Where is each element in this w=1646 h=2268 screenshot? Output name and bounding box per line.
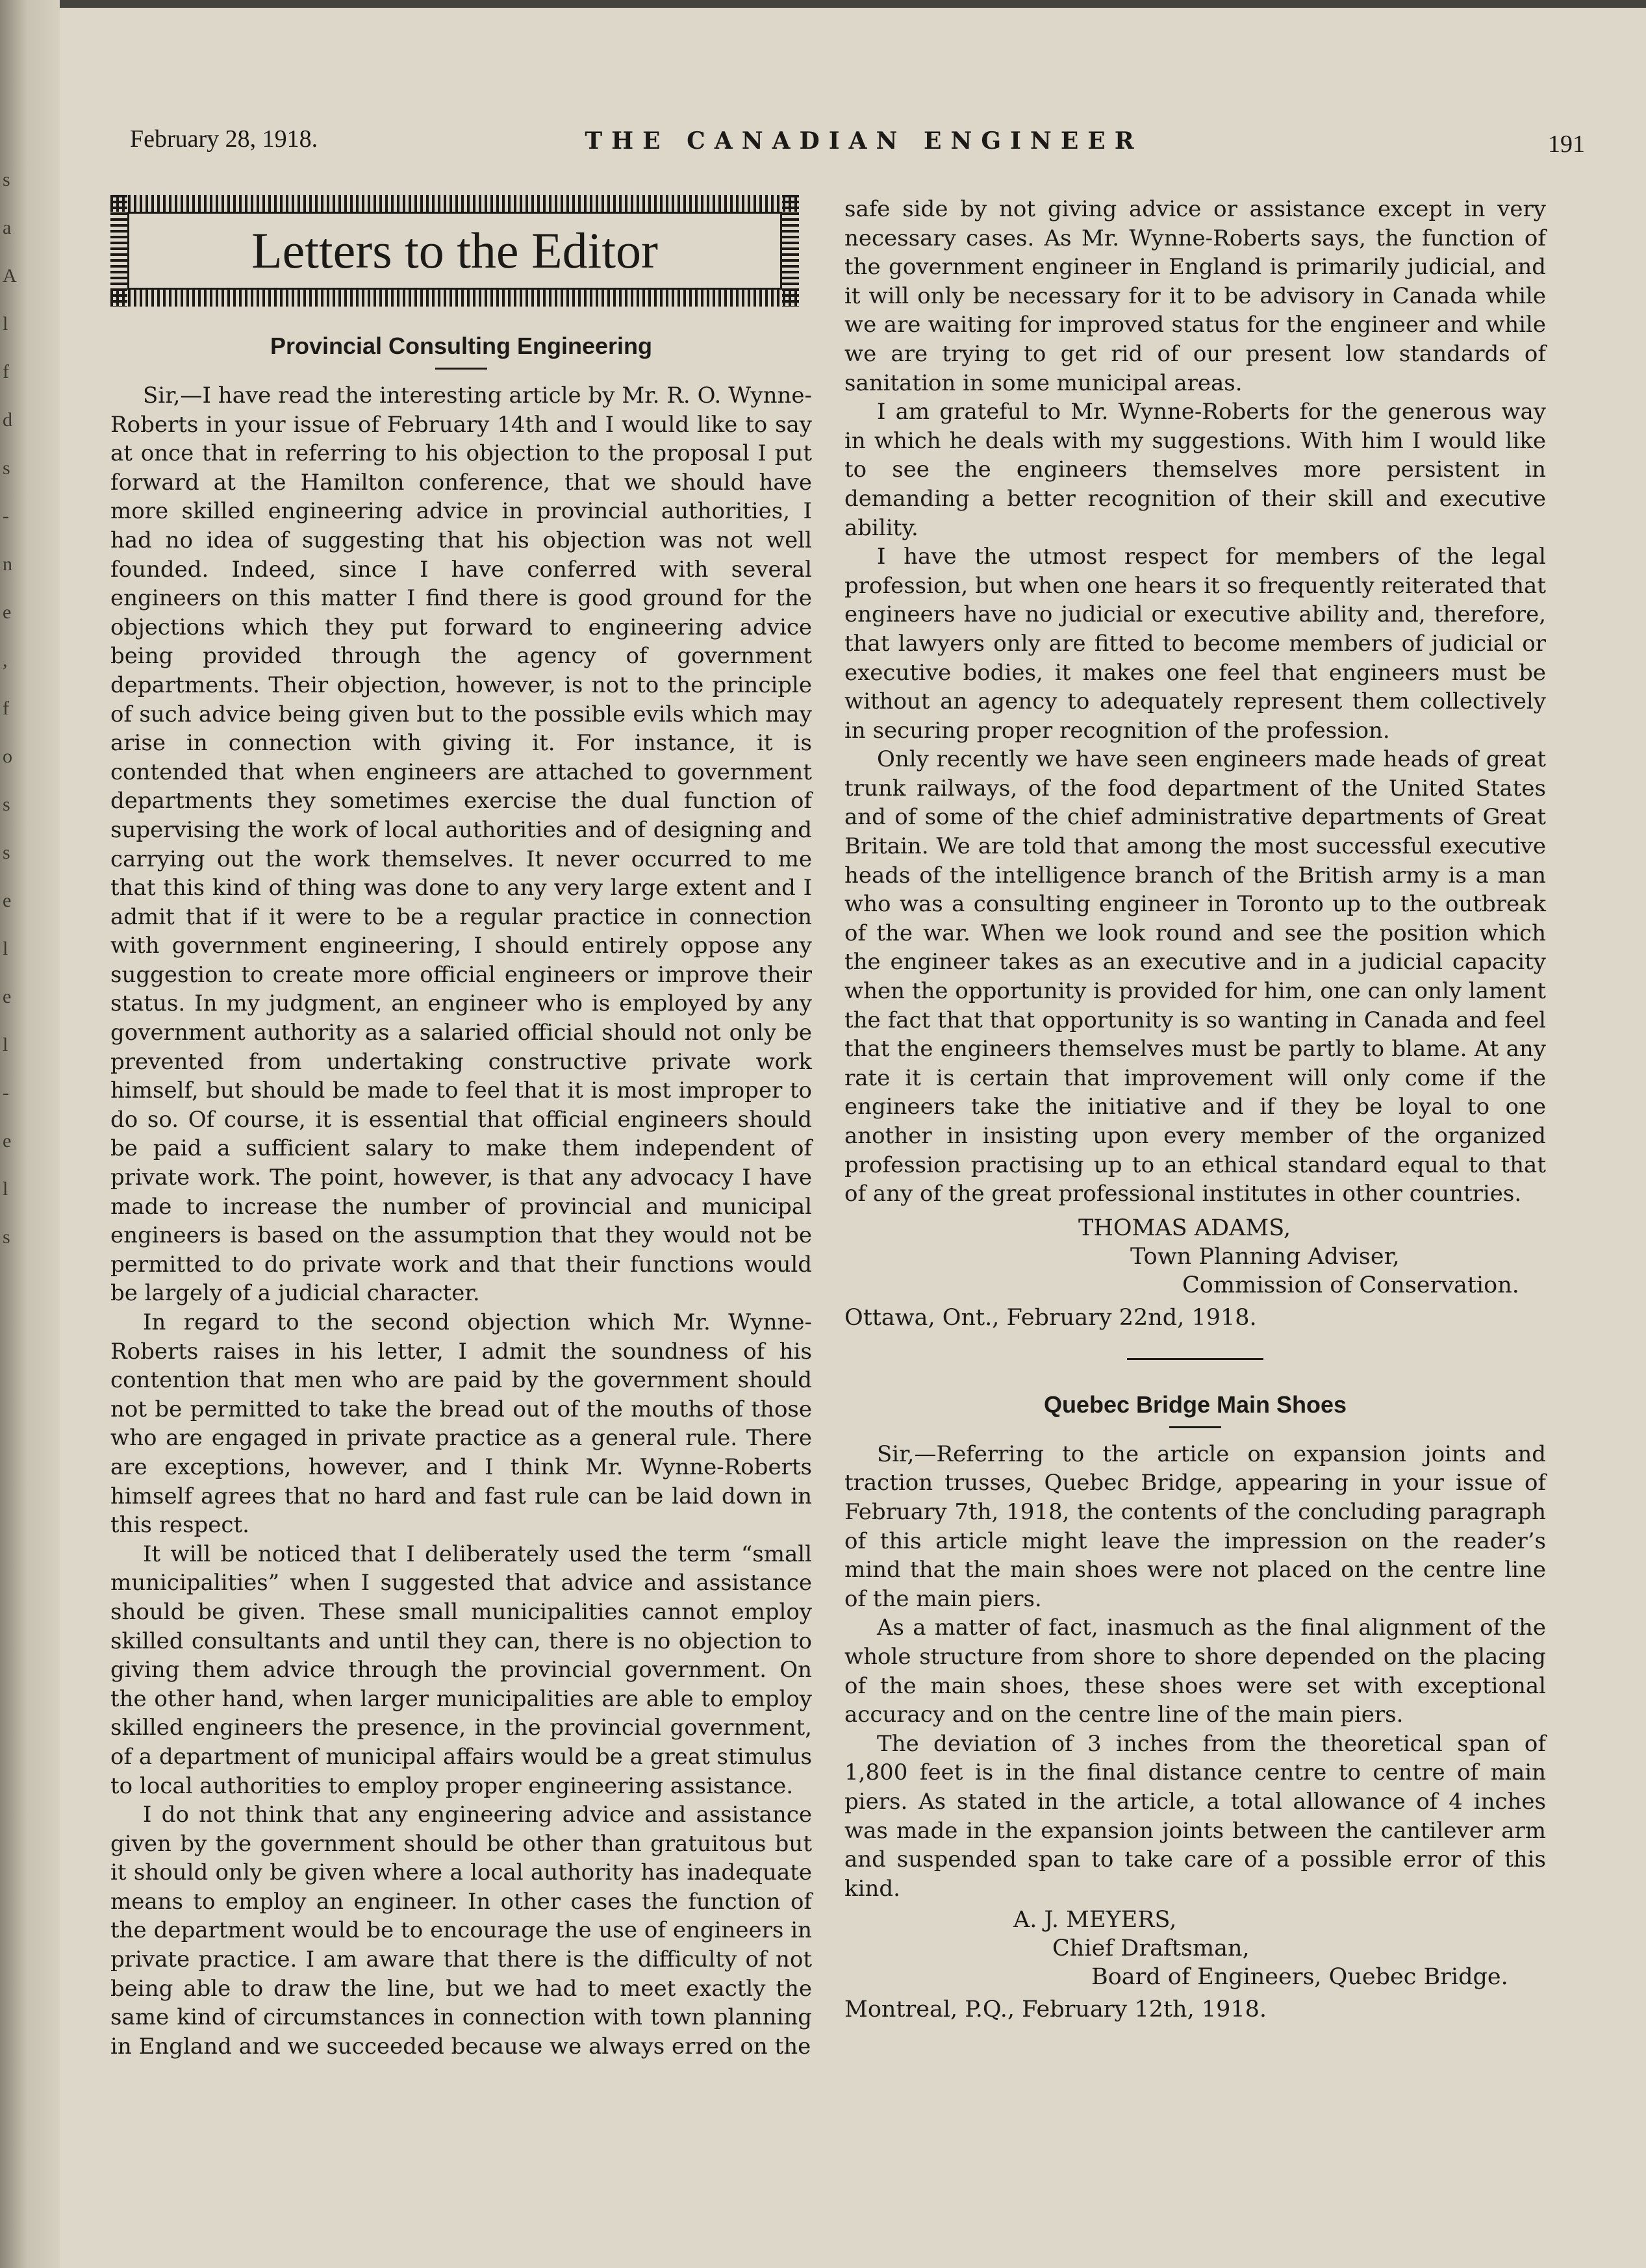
letter-heading: Quebec Bridge Main Shoes xyxy=(1043,1391,1347,1418)
margin-fragment: A xyxy=(3,265,17,286)
place-date: Montreal, P.Q., February 12th, 1918. xyxy=(844,1997,1267,2023)
margin-fragment: l xyxy=(3,1178,8,1200)
margin-fragment: - xyxy=(3,1082,9,1103)
margin-fragment: f xyxy=(3,698,9,719)
letter-paragraph: Only recently we have seen engineers made heads of great trunk railways, of the food department of the United States and of some of the chief administrative departments of Great Britain. We are told that among the most successful executive heads of the intelligence branch of the British army is a man who was a consulting engineer in Toronto up to the outbreak of the war. When we look round and see the position which the engineer takes as an executive and in a judicial capacity when the opportunity is provided for him, one can only lament the fact that that opportunity is so wanting in Canada and feel that the engineers themselves must be partly to blame. At any rate it is certain that improvement will only come if the engineers take the initiative and if they be loyal to one another in insisting upon every member of the organized profession practising up to an ethical standard equal to that of any of the great professional institutes in other countries. xyxy=(844,746,1546,1207)
signatory-name: THOMAS ADAMS, xyxy=(1078,1215,1291,1241)
letter-paragraph-continued: safe side by not giving advice or assistance except in very necessary cases. As Mr. Wynne-Roberts says, the function of the government engineer in England is primarily judicial, and it will only be necessary for it to be advisory in Canada while we are waiting for improved status for the engineer and while we are trying to get rid of our present low standards of sanitation in some municipal areas. xyxy=(844,196,1546,396)
heading-rule xyxy=(435,368,487,370)
letter-paragraph: Sir,—I have read the interesting article by Mr. R. O. Wynne-Roberts in your issue of February 14th and I would like to say at once that in referring to his objection to the proposal I put forward at the Hamilton conference, that we should have more skilled engineering advice in provincial authorities, I had no idea of suggesting that his objection was not well founded. Indeed, since I have conferred with several engineers on this matter I find there is good ground for the objections which they put forward to engineering advice being provided through the agency of government departments. Their objection, however, is not to the principle of such advice being given but to the possible evils which may arise in connection with giving it. For instance, it is contended that when engineers are attached to government departments they sometimes exercise the dual function of supervising the work of local authorities and of designing and carrying out the work themselves. It never occurred to me that this kind of thing was done to any very large extent and I admit that if it were to be a regular practice in connection with government engineering, I should entirely oppose any suggestion to create more official engineers or improve their status. In my judgment, an engineer who is employed by any government authority as a salaried official should not only be prevented from undertaking constructive private work himself, but should be made to feel that it is most improper to do so. Of course, it is essential that official engineers should be paid a sufficient salary to make them independent of private work. The point, however, is that any advocacy I have made to increase the number of provincial and municipal engineers is based on the assumption that they would not be permitted to do private work and that their functions would be largely of a judicial character. xyxy=(110,383,812,1307)
margin-fragment: e xyxy=(3,986,12,1007)
margin-fragment: s xyxy=(3,169,10,190)
letter-paragraph: In regard to the second objection which Mr. Wynne-Roberts raises in his letter, I admit the soundness of his contention that men who are paid by the government should not be permitted to take the bread out of the mouths of those who are engaged in private practice as a general rule. There are exceptions, however, and I think Mr. Wynne-Roberts himself agrees that no hard and fast rule can be laid down in this respect. xyxy=(110,1309,812,1539)
running-header xyxy=(130,125,1598,164)
margin-fragment: , xyxy=(3,649,8,671)
margin-fragment: f xyxy=(3,361,9,383)
letter-paragraph: I do not think that any engineering advice and assistance given by the government should be other than gratuitous but it should only be given where a local authority has inadequate means to employ an engineer. In other cases the function of the department would be to encourage the use of engineers in private practice. I am aware that there is the difficulty of not being able to draw the line, but we had to meet exactly the same kind of circumstances in connection with town planning in England and we succeeded because we always erred on the xyxy=(110,1802,812,2060)
margin-fragment: l xyxy=(3,313,8,334)
section-banner xyxy=(110,195,799,307)
margin-fragment: n xyxy=(3,553,12,575)
margin-fragment: s xyxy=(3,842,10,863)
letter-heading: Provincial Consulting Engineering xyxy=(270,333,653,359)
page-number: 191 xyxy=(1548,131,1585,158)
letter-paragraph: The deviation of 3 inches from the theoretical span of 1,800 feet is in the final distance centre to centre of main piers. As stated in the article, a total allowance of 4 inches was made in the expansion joints between the cantilever arm and suspended span to take care of a possible error of this kind. xyxy=(844,1730,1546,1902)
margin-fragment: o xyxy=(3,746,12,767)
margin-fragment: d xyxy=(3,409,12,431)
letter-paragraph: I am grateful to Mr. Wynne-Roberts for the generous way in which he deals with my suggestions. With him I would like to see the engineers themselves more persistent in demanding a better recognition of their skill and executive ability. xyxy=(844,399,1546,541)
signatory-organization: Commission of Conservation. xyxy=(1182,1272,1519,1298)
section-separator xyxy=(1127,1358,1263,1360)
signatory-title: Chief Draftsman, xyxy=(1052,1935,1250,1962)
section-title: Letters to the Editor xyxy=(251,222,658,279)
place-date: Ottawa, Ont., February 22nd, 1918. xyxy=(844,1304,1257,1331)
margin-fragment: s xyxy=(3,457,10,479)
margin-fragment: s xyxy=(3,1226,10,1248)
letter-paragraph: I have the utmost respect for members of the legal profession, but when one hears it so frequently reiterated that engineers have no judicial or executive ability and, therefore, that lawyers only are fitted to become members of judicial or executive bodies, it makes one feel that engineers must be without an agency to adequately represent them collectively in securing proper recognition of the profession. xyxy=(844,544,1546,744)
signatory-name: A. J. MEYERS, xyxy=(1013,1907,1177,1934)
letter-paragraph: Sir,—Referring to the article on expansion joints and traction trusses, Quebec Bridge, appearing in your issue of February 7th, 1918, the contents of the concluding paragraph of this article might leave the impression on the reader’s mind that the main shoes were not placed on the centre line of the main piers. xyxy=(844,1441,1546,1612)
letter-paragraph: As a matter of fact, inasmuch as the final alignment of the whole structure from shore to shore depended on the placing of the main shoes, these shoes were set with exceptional accuracy and on the centre line of the main piers. xyxy=(844,1615,1546,1728)
margin-fragment: s xyxy=(3,794,10,815)
signatory-organization: Board of Engineers, Quebec Bridge. xyxy=(1091,1964,1508,1991)
adjacent-page-margin-text xyxy=(0,169,19,1338)
margin-fragment: e xyxy=(3,1130,12,1152)
margin-fragment: e xyxy=(3,890,12,911)
margin-fragment: l xyxy=(3,1034,8,1055)
header-date: February 28, 1918. xyxy=(130,125,318,153)
letter-paragraph: It will be noticed that I deliberately used the term “small municipalities” when I suggested that advice and assistance should be given. These small municipalities cannot employ skilled consultants and until they can, there is no objection to giving them advice through the provincial government. On the other hand, when larger municipalities are able to employ skilled engineers the presence, in the provincial government, of a department of municipal affairs would be a great stimulus to local authorities to employ proper engineering assistance. xyxy=(110,1541,812,1799)
right-column xyxy=(844,195,1546,2024)
margin-fragment: e xyxy=(3,601,12,623)
margin-fragment: l xyxy=(3,938,8,959)
magazine-page xyxy=(84,0,1598,2268)
margin-fragment: a xyxy=(3,217,12,238)
journal-title: THE CANADIAN ENGINEER xyxy=(585,127,1143,155)
left-column xyxy=(110,195,812,2061)
signatory-title: Town Planning Adviser, xyxy=(1130,1243,1400,1270)
heading-rule xyxy=(1169,1426,1221,1428)
margin-fragment: - xyxy=(3,505,9,527)
